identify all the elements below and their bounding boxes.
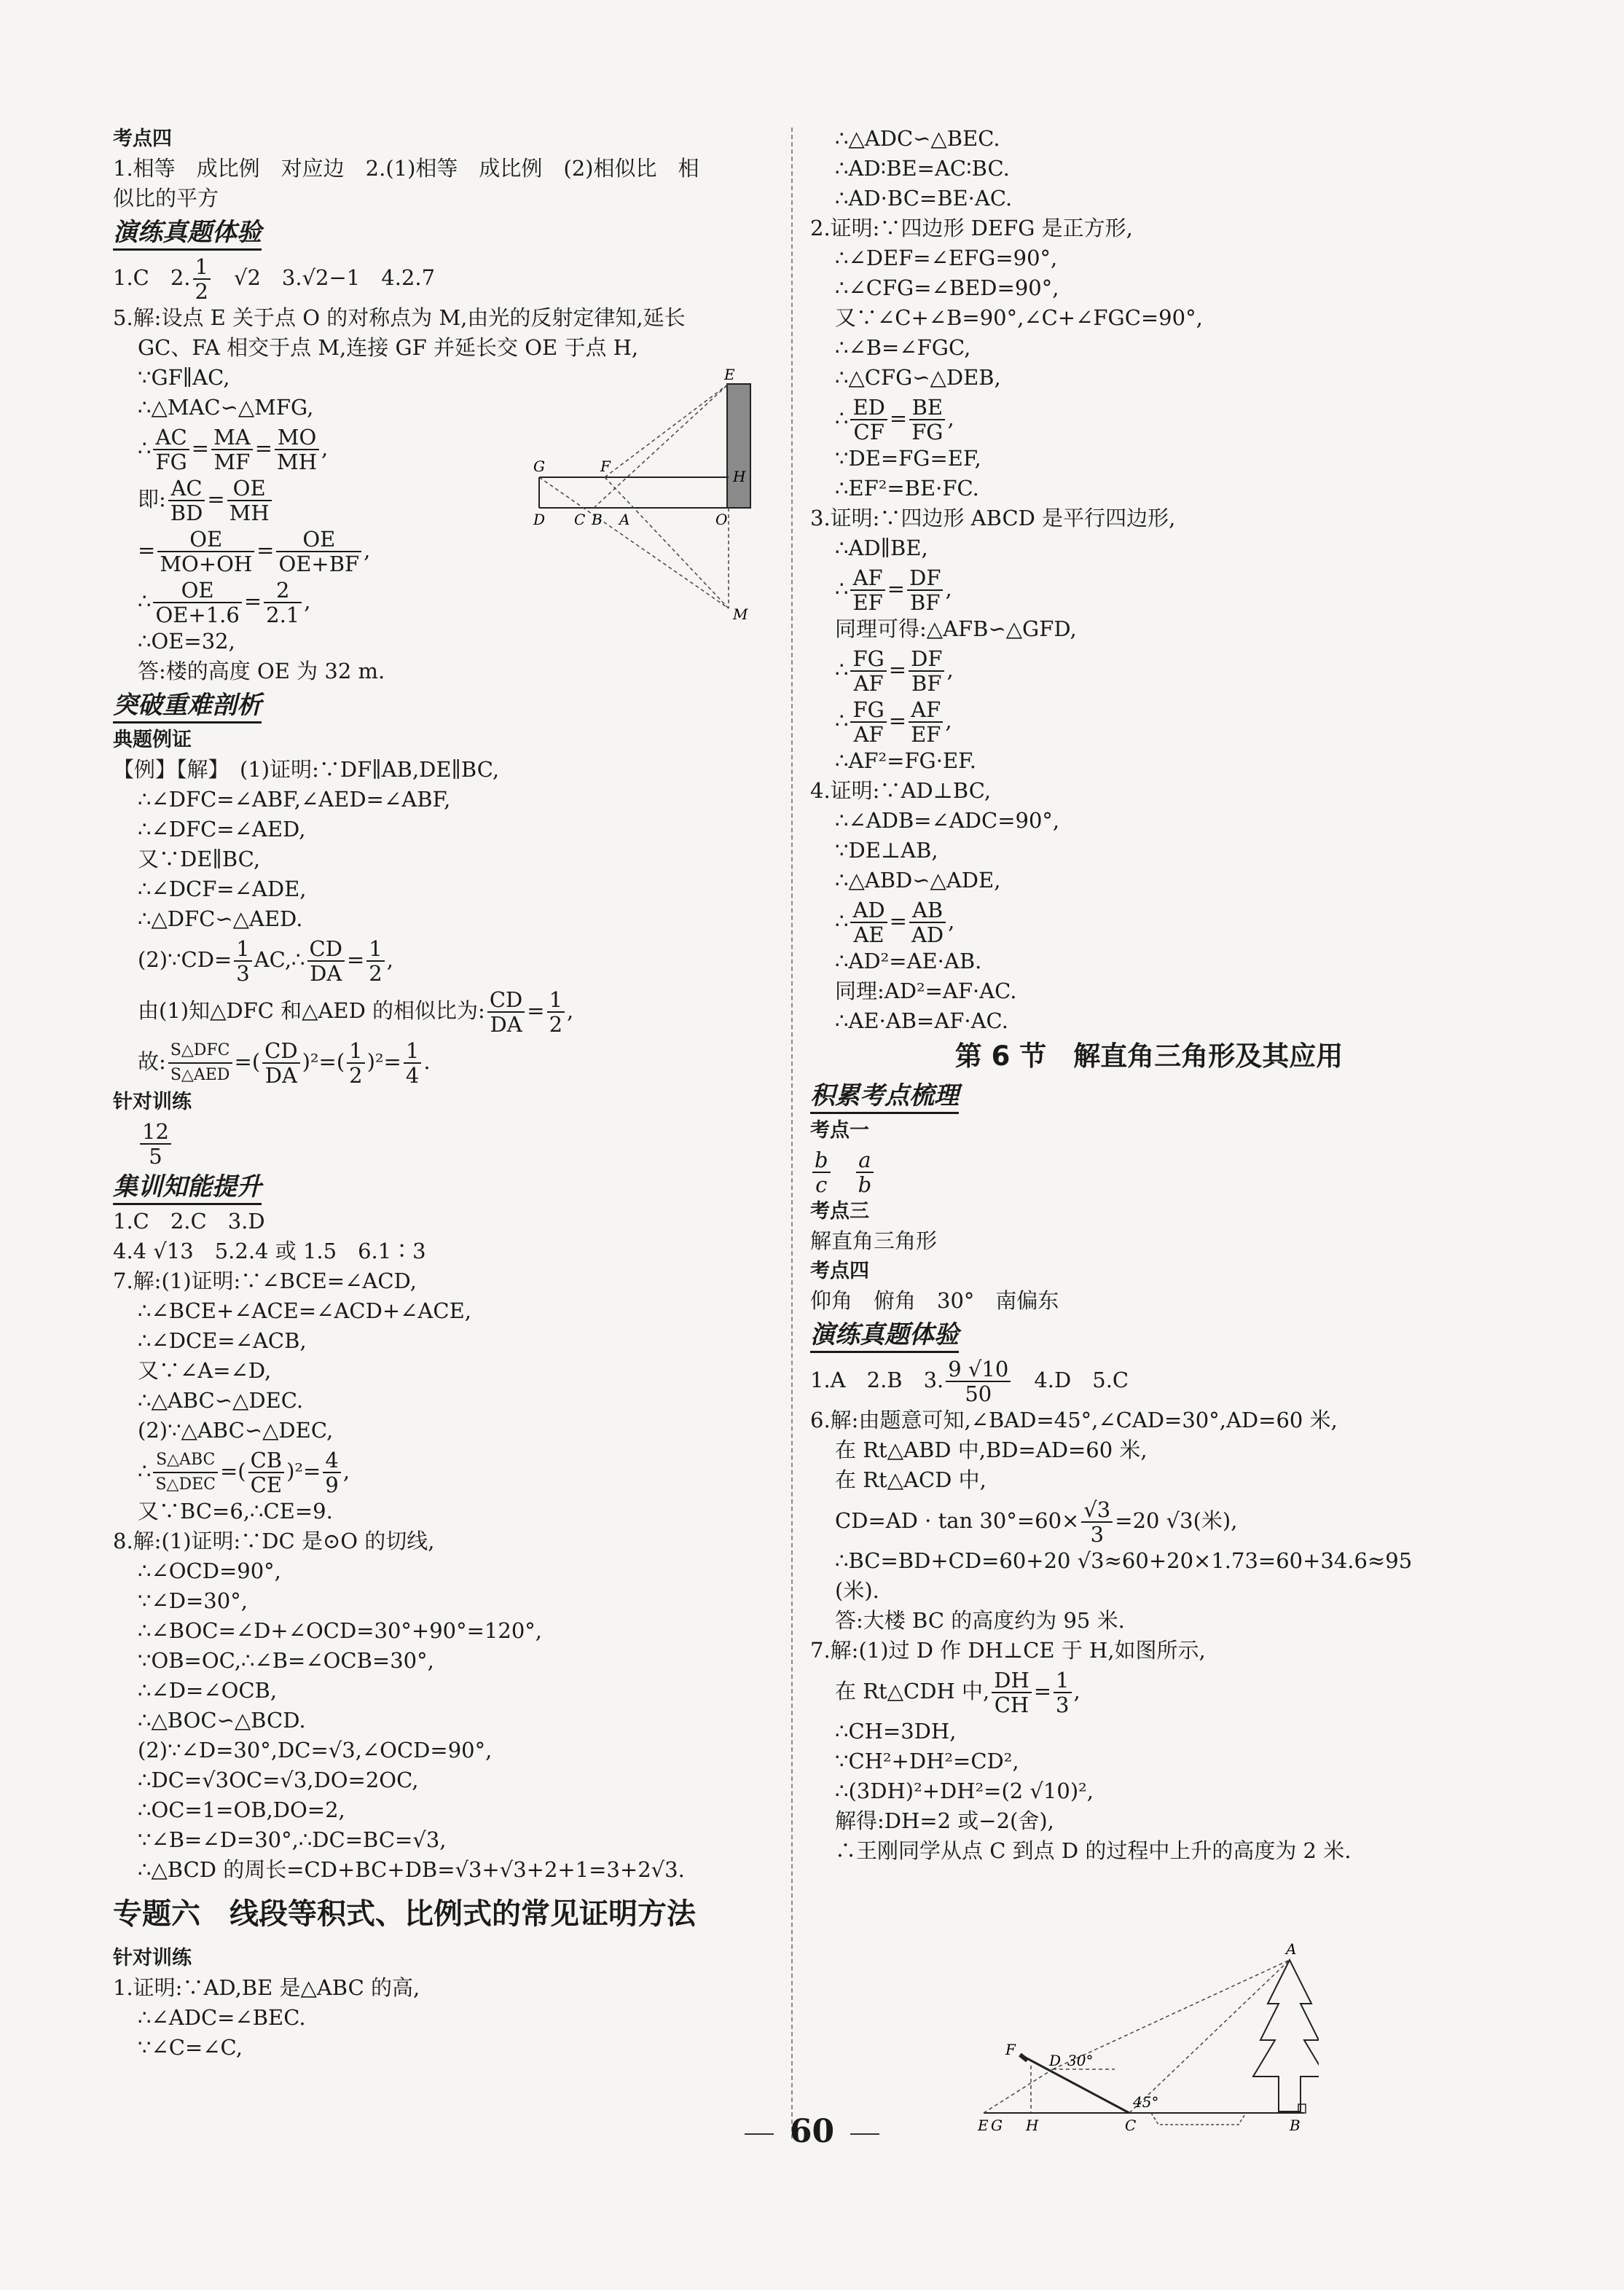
solution-line: ∴△MAC∽△MFG, xyxy=(138,395,314,420)
section-heading: 演练真题体验 xyxy=(810,1319,959,1353)
proof-line: ∴△ABD∽△ADE, xyxy=(835,868,1001,893)
sub-heading: 考点四 xyxy=(810,1260,869,1282)
proof-line: ∴∠B=∠FGC, xyxy=(835,335,971,360)
proof-line: ∴∠DEF=∠EFG=90°, xyxy=(835,246,1058,270)
example-line: 又∵DE∥BC, xyxy=(138,847,261,871)
solution-line: = $\frac{OE}{MO+OH}$ = $\frac{OE}{OE+BF}$ , xyxy=(138,527,371,576)
solution-line: ∴BC=BD+CD=60+20 √3≈60+20×1.73=60+34.6≈95 xyxy=(835,1548,1413,1573)
proof-line: ∴ $\frac{ED}{CF}$ = $\frac{BE}{FG}$ , xyxy=(835,395,954,444)
kd4-line: 1.相等 成比例 对应边 2.(1)相等 成比例 (2)相似比 相 xyxy=(113,156,699,181)
sub-heading: 考点一 xyxy=(810,1119,869,1142)
example-line: 【例】【解】 (1)证明:∵DF∥AB,DE∥BC, xyxy=(113,757,500,782)
section-heading: 突破重难剖析 xyxy=(113,689,262,724)
topic-title: 专题六 线段等积式、比例式的常见证明方法 xyxy=(113,1897,696,1931)
proof-line: ∴∠CFG=∠BED=90°, xyxy=(835,275,1059,300)
proof-line: ∴∠ADC=∠BEC. xyxy=(138,2005,306,2030)
example-line: ∴∠DCF=∠ADE, xyxy=(138,877,307,901)
fig2-label: F xyxy=(1005,2041,1016,2058)
reflection-figure xyxy=(525,368,765,630)
solution-line: (米). xyxy=(835,1578,879,1603)
solution-line: 5.解:设点 E 关于点 O 的对称点为 M,由光的反射定律知,延长 xyxy=(113,305,686,330)
fig2-label: E xyxy=(978,2117,989,2134)
fig2-label: 30° xyxy=(1067,2052,1094,2069)
solution-line: ∴ $\frac{\text{S△ABC}}{\text{S△DEC}}$ =( $\frac{CB}{CE}$ )²= $\frac{4}{9}$ , xyxy=(138,1448,350,1497)
proof-line: ∴ $\frac{FG}{AF}$ = $\frac{AF}{EF}$ , xyxy=(835,697,952,747)
sub-heading: 针对训练 xyxy=(113,1091,192,1113)
proof-line: 3.证明:∵四边形 ABCD 是平行四边形, xyxy=(810,506,1176,530)
solution-line: ∵OB=OC,∴∠B=∠OCB=30°, xyxy=(138,1648,434,1673)
sub-heading: 考点三 xyxy=(810,1200,869,1223)
proof-line: ∴EF²=BE·FC. xyxy=(835,476,979,501)
fig1-label: E xyxy=(724,368,735,383)
solution-line: ∴王刚同学从点 C 到点 D 的过程中上升的高度为 2 米. xyxy=(835,1838,1352,1863)
fig2-label: C xyxy=(1125,2117,1137,2134)
solution-line: ∴(3DH)²+DH²=(2 √10)², xyxy=(835,1779,1094,1803)
solution-line: ∴∠D=∠OCB, xyxy=(138,1678,278,1703)
proof-line: ∴ $\frac{AD}{AE}$ = $\frac{AB}{AD}$ , xyxy=(835,898,955,947)
solution-line: ∴△BCD 的周长=CD+BC+DB=√3+√3+2+1=3+2√3. xyxy=(138,1857,685,1882)
proof-line: 4.证明:∵AD⊥BC, xyxy=(810,778,992,803)
section-heading: 演练真题体验 xyxy=(113,216,262,251)
solution-line: 在 Rt△ACD 中, xyxy=(835,1467,986,1492)
right-column xyxy=(810,124,1488,1866)
solution-line: CD=AD · tan 30°=60× $\frac{√3}{3}$ =20 √3(米), xyxy=(835,1497,1238,1547)
proof-line: ∴△ADC∽△BEC. xyxy=(835,126,1000,151)
section-heading: 集训知能提升 xyxy=(113,1171,262,1205)
proof-line: ∴AE·AB=AF·AC. xyxy=(835,1008,1008,1033)
fig2-label: H xyxy=(1026,2117,1039,2134)
solution-line: GC、FA 相交于点 M,连接 GF 并延长交 OE 于点 H, xyxy=(138,335,639,360)
solution-line: 6.解:由题意可知,∠BAD=45°,∠CAD=30°,AD=60 米, xyxy=(810,1408,1338,1432)
answer-line: 仰角 俯角 30° 南偏东 xyxy=(810,1288,1059,1313)
fig2-label: D xyxy=(1049,2052,1062,2069)
solution-line: ∴∠OCD=90°, xyxy=(138,1558,281,1583)
solution-line: 在 Rt△ABD 中,BD=AD=60 米, xyxy=(835,1438,1148,1462)
kd4-heading: 考点四 xyxy=(113,128,172,150)
solution-line: ∴∠BCE+∠ACE=∠ACD+∠ACE, xyxy=(138,1298,471,1323)
fraction: $\frac{1}{2}$ xyxy=(193,255,211,303)
proof-line: ∴ $\frac{FG}{AF}$ = $\frac{DF}{BF}$ , xyxy=(835,646,954,696)
solution-line: (2)∵△ABC∽△DEC, xyxy=(138,1418,334,1443)
solution-line: ∴∠BOC=∠D+∠OCD=30°+90°=120°, xyxy=(138,1618,542,1643)
proof-line: ∵DE=FG=EF, xyxy=(835,446,981,471)
section-heading: 积累考点梳理 xyxy=(810,1080,959,1114)
solution-line: 7.解:(1)证明:∵∠BCE=∠ACD, xyxy=(113,1268,417,1293)
proof-line: ∴ $\frac{AF}{EF}$ = $\frac{DF}{BF}$ , xyxy=(835,565,952,615)
solution-line: ∴ $\frac{OE}{OE+1.6}$ = $\frac{2}{2.1}$ , xyxy=(138,578,311,627)
proof-line: ∴△CFG∽△DEB, xyxy=(835,365,1001,390)
solution-line: 又∵∠A=∠D, xyxy=(138,1358,272,1383)
example-line: ∴∠DFC=∠ABF,∠AED=∠ABF, xyxy=(138,787,451,812)
proof-line: 同理:AD²=AF·AC. xyxy=(835,979,1017,1003)
fig1-label: B xyxy=(592,511,603,528)
answer-line: $\frac{12}{5}$ xyxy=(113,1117,772,1168)
example-line: ∴∠DFC=∠AED, xyxy=(138,817,306,842)
column-divider xyxy=(791,128,793,2138)
solution-line: ∵∠D=30°, xyxy=(138,1588,248,1613)
proof-line: ∴AD·BC=BE·AC. xyxy=(835,186,1013,211)
proof-line: 又∵∠C+∠B=90°,∠C+∠FGC=90°, xyxy=(835,305,1203,330)
fig1-label: F xyxy=(600,458,611,475)
page-number: 60 xyxy=(0,2113,1624,2150)
proof-line: ∴AD∥BE, xyxy=(835,536,928,560)
fig1-label: M xyxy=(733,605,748,623)
example-line: (2)∵CD= $\frac{1}{3}$ AC,∴ $\frac{CD}{DA}$ = $\frac{1}{2}$ , xyxy=(138,936,393,986)
proof-line: ∴AD²=AE·AB. xyxy=(835,949,982,973)
proof-line: ∴AD∶BE=AC∶BC. xyxy=(835,156,1010,181)
solution-line: ∵CH²+DH²=CD², xyxy=(835,1749,1019,1773)
solution-line: 答:楼的高度 OE 为 32 m. xyxy=(138,659,385,683)
fig2-label: A xyxy=(1286,1940,1297,1958)
example-line: 故: $\frac{\text{S△DFC}}{\text{S△AED}}$ =( $\frac{CD}{DA}$ )²=( $\frac{1}{2}$ )²= $\frac{1}{4}$ . xyxy=(138,1038,431,1088)
solution-line: 答:大楼 BC 的高度约为 95 米. xyxy=(835,1608,1125,1633)
solution-line: ∴△BOC∽△BCD. xyxy=(138,1708,306,1733)
answer-line: $\frac{b}{c}$ $\frac{a}{b}$ xyxy=(810,1145,1488,1196)
solution-line: 即: $\frac{AC}{BD}$ = $\frac{OE}{MH}$ xyxy=(113,474,772,525)
proof-line: ∴∠ADB=∠ADC=90°, xyxy=(835,808,1060,833)
fig1-label: G xyxy=(533,458,545,475)
answer-line: 1.C 2. $\frac{1}{2}$ √2 3.√2−1 4.2.7 xyxy=(113,254,436,304)
proof-line: ∵DE⊥AB, xyxy=(835,838,938,863)
solution-line: ∴△ABC∽△DEC. xyxy=(138,1388,304,1413)
fig1-label: O xyxy=(715,511,728,528)
solution-line: ∴DC=√3OC=√3,DO=2OC, xyxy=(138,1768,419,1792)
proof-line: ∴AF²=FG·EF. xyxy=(835,748,976,773)
example-line: 由(1)知△DFC 和△AED 的相似比为: $\frac{CD}{DA}$ = $\frac{1}{2}$ , xyxy=(138,987,574,1037)
solution-line: 又∵BC=6,∴CE=9. xyxy=(138,1499,333,1524)
solution-line: ∴∠DCE=∠ACB, xyxy=(138,1328,307,1353)
kd4-line: 似比的平方 xyxy=(113,186,219,211)
fig1-label: C xyxy=(574,511,586,528)
solution-line: ∴OC=1=OB,DO=2, xyxy=(138,1797,345,1822)
solution-line: ∴OE=32, xyxy=(138,629,235,654)
fig2-label: 45° xyxy=(1133,2093,1159,2111)
proof-line: ∵∠C=∠C, xyxy=(138,2035,243,2060)
fig2-label: G xyxy=(991,2117,1003,2134)
answer-line: 1.C 2.C 3.D xyxy=(113,1209,265,1234)
answer-line: 4.4 √13 5.2.4 或 1.5 6.1∶3 xyxy=(113,1239,426,1263)
fig1-label: H xyxy=(733,468,746,485)
proof-line: 2.证明:∵四边形 DEFG 是正方形, xyxy=(810,216,1133,240)
solution-line: 在 Rt△CDH 中, $\frac{DH}{CH}$ = $\frac{1}{3}$ , xyxy=(835,1668,1080,1717)
sub-heading: 针对训练 xyxy=(113,1947,192,1969)
example-line: ∴△DFC∽△AED. xyxy=(138,906,303,931)
sub-heading: 典题例证 xyxy=(113,729,192,751)
solution-line: ∴CH=3DH, xyxy=(835,1719,957,1744)
fig2-label: B xyxy=(1290,2117,1301,2134)
answer-line: 解直角三角形 xyxy=(810,1228,938,1253)
solution-line: 8.解:(1)证明:∵DC 是⊙O 的切线, xyxy=(113,1529,435,1553)
solution-line: 解得:DH=2 或−2(舍), xyxy=(835,1808,1054,1833)
fig1-label: A xyxy=(619,511,630,528)
solution-line: ∵∠B=∠D=30°,∴DC=BC=√3, xyxy=(138,1827,447,1852)
solution-line: ∴ $\frac{AC}{FG}$ = $\frac{MA}{MF}$ = $\frac{MO}{MH}$ , xyxy=(138,425,329,474)
proof-line: 同理可得:△AFB∽△GFD, xyxy=(835,616,1077,641)
solution-line: ∵GF∥AC, xyxy=(138,365,230,390)
proof-line: 1.证明:∵AD,BE 是△ABC 的高, xyxy=(113,1975,420,2000)
solution-line: 7.解:(1)过 D 作 DH⊥CE 于 H,如图所示, xyxy=(810,1638,1206,1663)
answer-line: 1.A 2.B 3. $\frac{9 √10}{50}$ 4.D 5.C xyxy=(810,1357,1129,1406)
solution-line: (2)∵∠D=30°,DC=√3,∠OCD=90°, xyxy=(138,1738,493,1762)
slope-tree-figure xyxy=(976,1938,1319,2138)
fig1-label: D xyxy=(533,511,546,528)
chapter-title: 第 6 节 解直角三角形及其应用 xyxy=(954,1040,1343,1072)
